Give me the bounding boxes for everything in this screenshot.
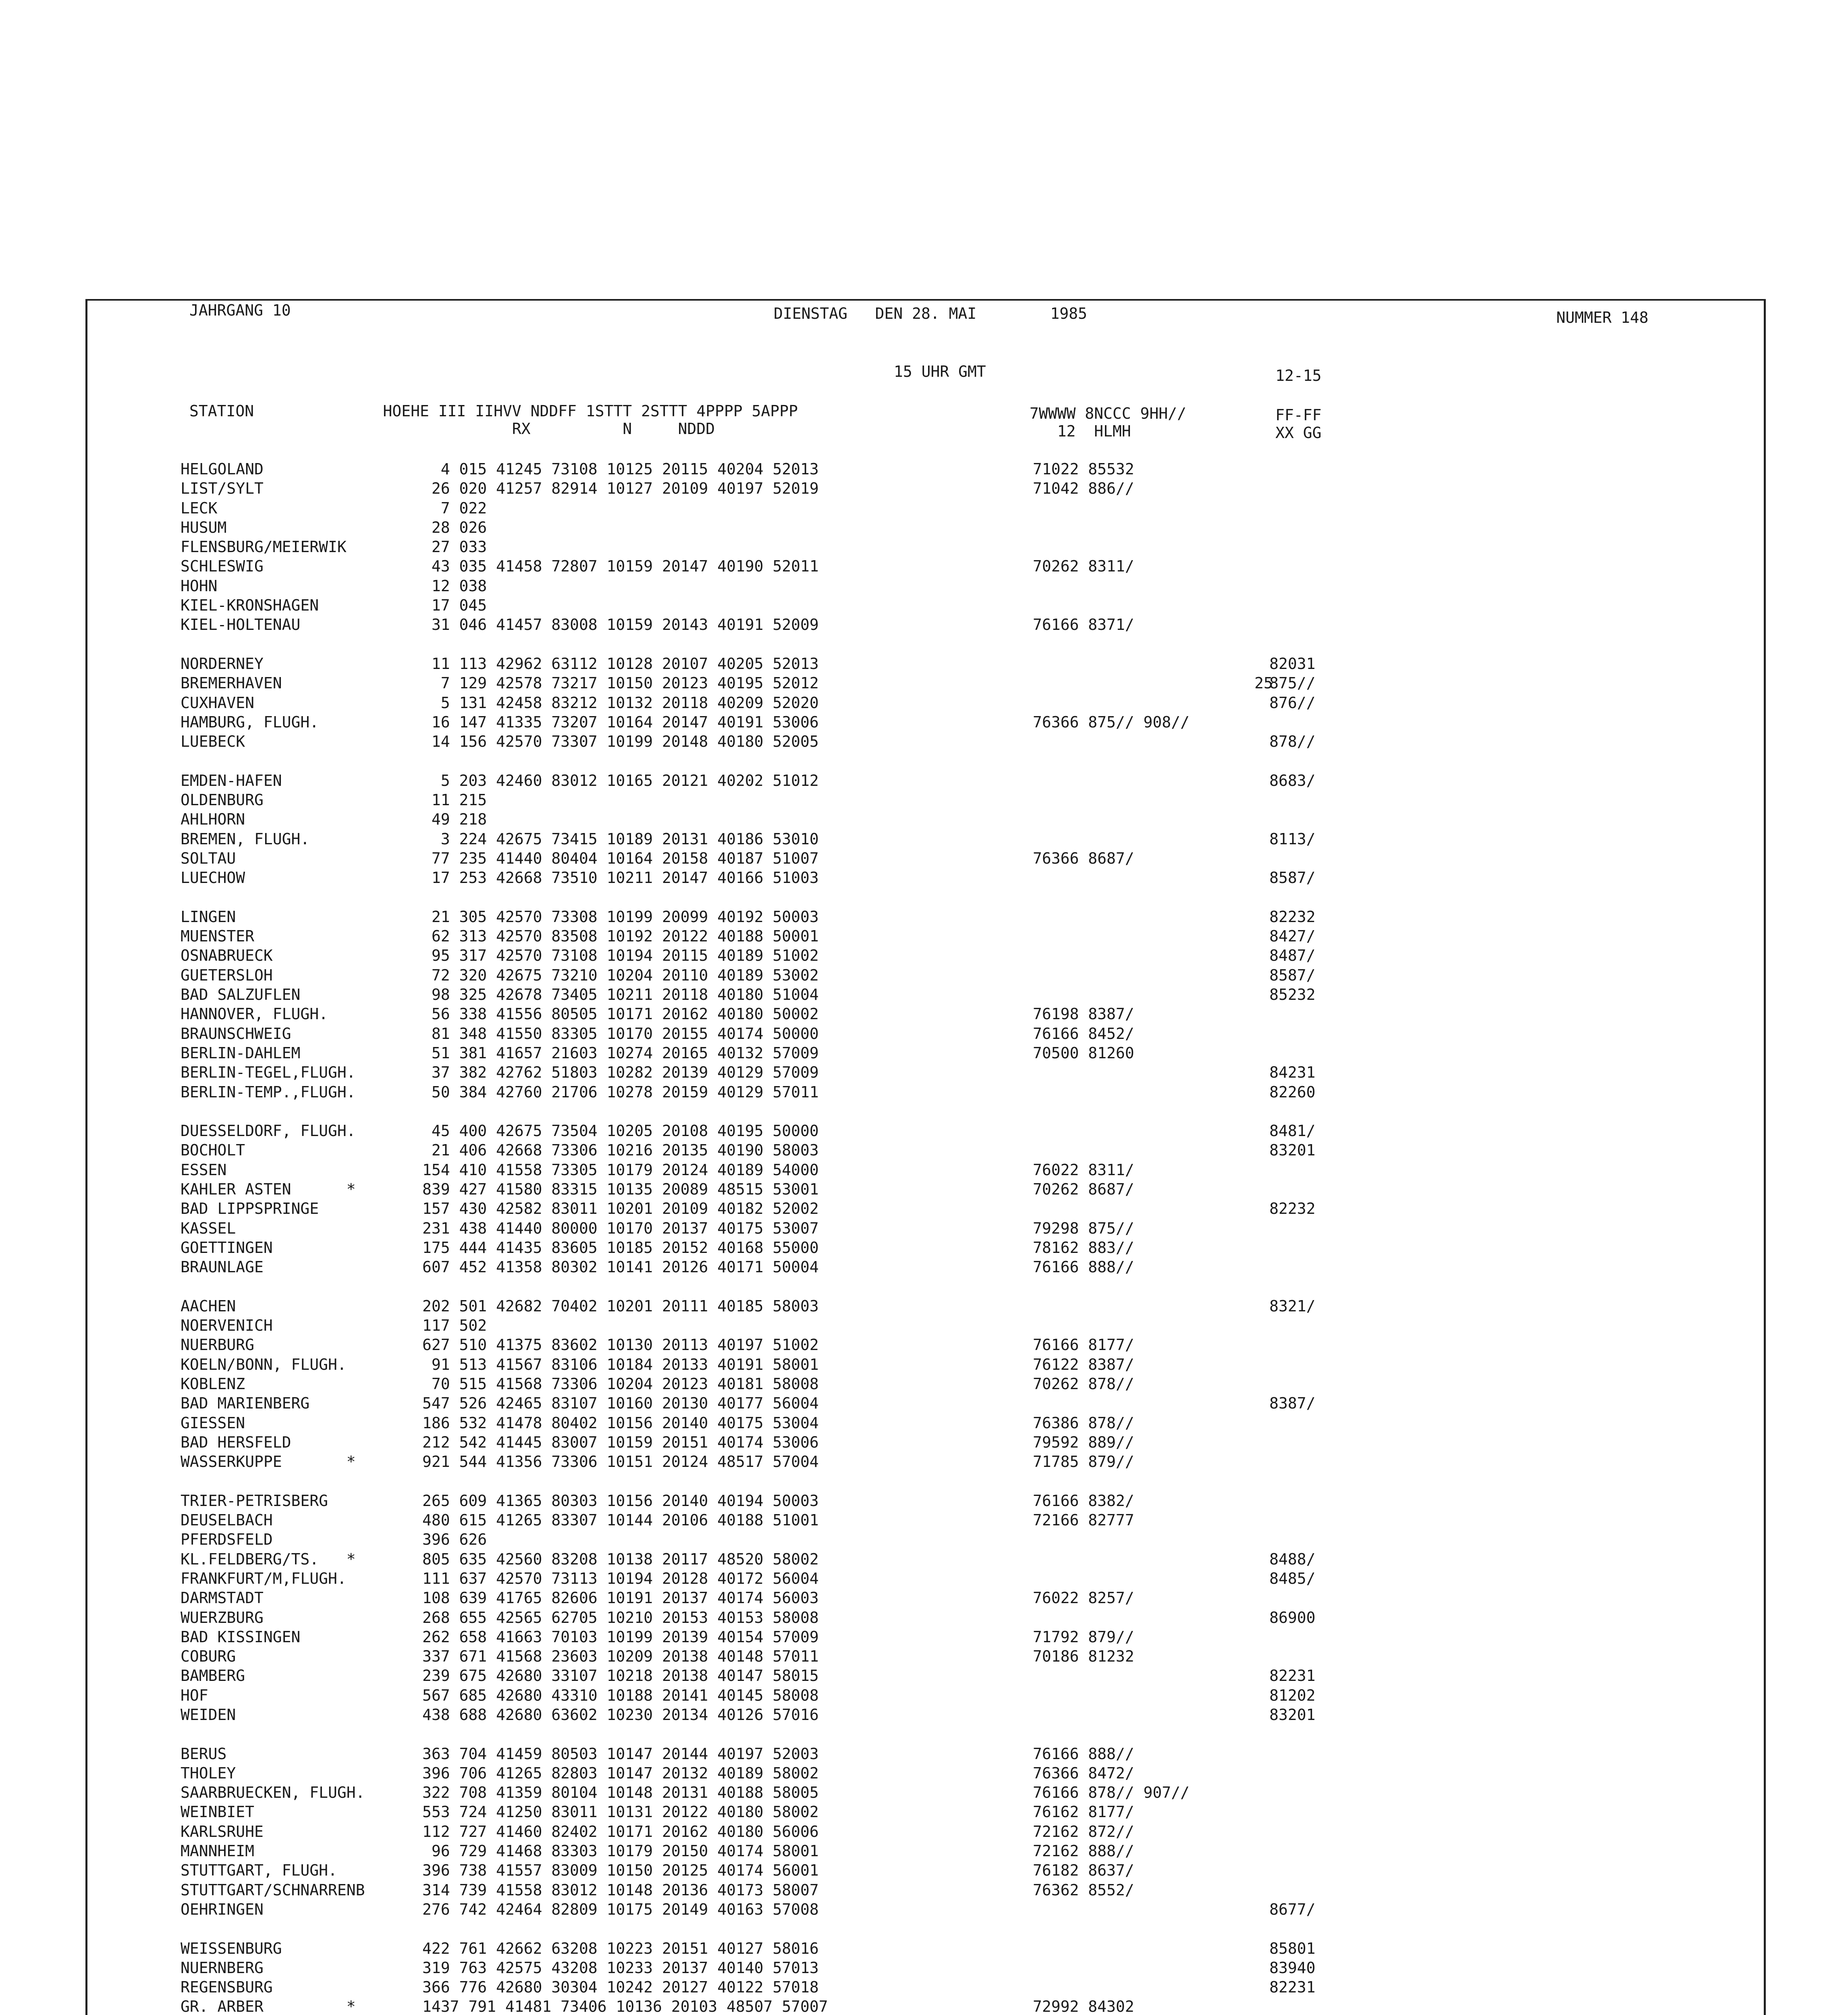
station-extra: 72162 888// <box>1033 1842 1134 1860</box>
station-data: 396 738 41557 83009 10150 20125 40174 56001 <box>422 1861 819 1880</box>
station-name: WASSERKUPPE * <box>181 1453 356 1471</box>
station-data: 314 739 41558 83012 10148 20136 40173 58007 <box>422 1881 819 1899</box>
station-name: GIESSEN <box>181 1414 245 1432</box>
station-name: REGENSBURG <box>181 1978 273 1996</box>
station-data: 27 033 <box>422 538 487 556</box>
station-data: 21 305 42570 73308 10199 20099 40192 50003 <box>422 908 819 926</box>
station-data: 17 253 42668 73510 10211 20147 40166 51003 <box>422 869 819 887</box>
station-name: BAD HERSFELD <box>181 1433 291 1451</box>
station-name: BAD SALZUFLEN <box>181 986 301 1004</box>
station-data: 70 515 41568 73306 10204 20123 40181 58008 <box>422 1375 819 1393</box>
station-extra: 72992 84302 <box>1033 1998 1134 2015</box>
station-data: 31 046 41457 83008 10159 20143 40191 52009 <box>422 616 819 634</box>
station-name: BERLIN-DAHLEM <box>181 1044 301 1062</box>
station-name: HOHN <box>181 577 218 595</box>
station-data: 396 626 <box>422 1531 487 1549</box>
station-data: 607 452 41358 80302 10141 20126 40171 50004 <box>422 1258 819 1276</box>
station-name: KIEL-KRONSHAGEN <box>181 596 319 615</box>
station-data: 276 742 42464 82809 10175 20149 40163 57008 <box>422 1900 819 1918</box>
station-extra: 70262 8687/ <box>1033 1180 1134 1198</box>
station-name: BREMEN, FLUGH. <box>181 830 310 848</box>
station-data: 5 131 42458 83212 10132 20118 40209 52020 <box>422 694 819 712</box>
station-name: LINGEN <box>181 908 236 926</box>
station-data: 627 510 41375 83602 10130 20113 40197 51002 <box>422 1336 819 1354</box>
station-name: STUTTGART, FLUGH. <box>181 1861 337 1880</box>
station-data: 112 727 41460 82402 10171 20162 40180 56006 <box>422 1822 819 1841</box>
station-data: 111 637 42570 73113 10194 20128 40172 56004 <box>422 1569 819 1587</box>
station-name: GR. ARBER * <box>181 1998 356 2015</box>
station-name: MUENSTER <box>181 927 255 945</box>
station-extra: 76166 8452/ <box>1033 1024 1134 1043</box>
station-name: PFERDSFELD <box>181 1531 273 1549</box>
station-cloud: 82031 <box>1269 654 1316 673</box>
station-cloud: 82232 <box>1269 908 1316 926</box>
station-extra: 76166 878// 907// <box>1033 1784 1190 1802</box>
station-name: EMDEN-HAFEN <box>181 771 282 789</box>
station-name: BERLIN-TEGEL,FLUGH. <box>181 1064 356 1082</box>
station-name: KASSEL <box>181 1219 236 1237</box>
station-data: 81 348 41550 83305 10170 20155 40174 50000 <box>422 1024 819 1043</box>
station-name: CUXHAVEN <box>181 694 255 712</box>
station-data: 26 020 41257 82914 10127 20109 40197 52019 <box>422 480 819 498</box>
station-cloud: 8427/ <box>1269 927 1316 945</box>
station-name: FRANKFURT/M,FLUGH. <box>181 1569 347 1587</box>
column-header-right1: 7WWWW 8NCCC 9HH// <box>1030 405 1186 422</box>
station-extra: 76166 8382/ <box>1033 1492 1134 1510</box>
station-data: 21 406 42668 73306 10216 20135 40190 58003 <box>422 1141 819 1159</box>
station-data: 51 381 41657 21603 10274 20165 40132 57009 <box>422 1044 819 1062</box>
station-data: 319 763 42575 43208 10233 20137 40140 57013 <box>422 1959 819 1977</box>
station-extra: 76022 8311/ <box>1033 1161 1134 1179</box>
station-cloud: 82231 <box>1269 1667 1316 1685</box>
station-name: OLDENBURG <box>181 791 264 809</box>
station-name: WEISSENBURG <box>181 1939 282 1957</box>
station-data: 239 675 42680 33107 10218 20138 40147 58015 <box>422 1667 819 1685</box>
station-data: 337 671 41568 23603 10209 20138 40148 57011 <box>422 1647 819 1666</box>
station-data: 117 502 <box>422 1317 487 1335</box>
station-name: BAD LIPPSPRINGE <box>181 1200 319 1218</box>
station-extra: 70262 878// <box>1033 1375 1134 1393</box>
station-extra: 76166 888// <box>1033 1745 1134 1763</box>
station-cloud: 8321/ <box>1269 1297 1316 1315</box>
station-data: 186 532 41478 80402 10156 20140 40175 53004 <box>422 1414 819 1432</box>
station-extra: 71792 879// <box>1033 1628 1134 1646</box>
station-name: AACHEN <box>181 1297 236 1315</box>
station-data: 28 026 <box>422 518 487 536</box>
station-data: 839 427 41580 83315 10135 20089 48515 53001 <box>422 1180 819 1198</box>
station-name: THOLEY <box>181 1764 236 1782</box>
station-name: BAD KISSINGEN <box>181 1628 301 1646</box>
station-name: DUESSELDORF, FLUGH. <box>181 1122 356 1140</box>
station-name: DARMSTADT <box>181 1589 264 1607</box>
station-cloud: 85801 <box>1269 1939 1316 1957</box>
station-extra: 76366 8687/ <box>1033 849 1134 867</box>
station-cloud: 85232 <box>1269 986 1316 1004</box>
station-cloud: 82232 <box>1269 1200 1316 1218</box>
station-cloud: 84231 <box>1269 1064 1316 1082</box>
station-name: OSNABRUECK <box>181 947 273 965</box>
issue-number: NUMMER 148 <box>1556 309 1649 326</box>
station-cloud: 8587/ <box>1269 966 1316 984</box>
station-data: 1437 791 41481 73406 10136 20103 48507 57007 <box>422 1998 828 2015</box>
station-extra: 71022 85532 <box>1033 460 1134 478</box>
station-cloud: 83940 <box>1269 1959 1316 1977</box>
station-name: HAMBURG, FLUGH. <box>181 713 319 731</box>
station-extra: 71042 886// <box>1033 480 1134 498</box>
station-data: 4 015 41245 73108 10125 20115 40204 52013 <box>422 460 819 478</box>
station-data: 212 542 41445 83007 10159 20151 40174 53006 <box>422 1433 819 1451</box>
station-data: 322 708 41359 80104 10148 20131 40188 58005 <box>422 1784 819 1802</box>
station-name: BREMERHAVEN <box>181 674 282 692</box>
station-extra: 72162 872// <box>1033 1822 1134 1841</box>
station-data: 5 203 42460 83012 10165 20121 40202 51012 <box>422 771 819 789</box>
station-name: KOELN/BONN, FLUGH. <box>181 1355 347 1373</box>
station-data: 438 688 42680 63602 10230 20134 40126 57016 <box>422 1706 819 1724</box>
station-data: 7 022 <box>422 499 487 517</box>
column-header-line2: RX N NDDD <box>189 420 715 438</box>
station-data: 366 776 42680 30304 10242 20127 40122 57018 <box>422 1978 819 1996</box>
station-data: 921 544 41356 73306 10151 20124 48517 57004 <box>422 1453 819 1471</box>
station-extra: 79298 875// <box>1033 1219 1134 1237</box>
station-data: 231 438 41440 80000 10170 20137 40175 53007 <box>422 1219 819 1237</box>
station-extra: 70186 81232 <box>1033 1647 1134 1666</box>
station-name: TRIER-PETRISBERG <box>181 1492 328 1510</box>
station-name: HUSUM <box>181 518 227 536</box>
station-name: HANNOVER, FLUGH. <box>181 1005 328 1023</box>
station-data: 567 685 42680 43310 10188 20141 40145 58008 <box>422 1686 819 1704</box>
period-hours: 12-15 <box>1275 367 1322 384</box>
station-data: 11 215 <box>422 791 487 809</box>
station-name: KARLSRUHE <box>181 1822 264 1841</box>
station-data: 3 224 42675 73415 10189 20131 40186 53010 <box>422 830 819 848</box>
station-extra: 76122 8387/ <box>1033 1355 1134 1373</box>
station-name: MANNHEIM <box>181 1842 255 1860</box>
station-name: SAARBRUECKEN, FLUGH. <box>181 1784 365 1802</box>
station-cloud: 8587/ <box>1269 869 1316 887</box>
station-cloud: 8387/ <box>1269 1394 1316 1413</box>
jahrgang-label: JAHRGANG 10 <box>189 301 291 319</box>
station-name: NOERVENICH <box>181 1317 273 1335</box>
station-cloud: 82231 <box>1269 1978 1316 1996</box>
date-label: DIENSTAG DEN 28. MAI 1985 <box>774 305 1087 322</box>
station-extra: 76198 8387/ <box>1033 1005 1134 1023</box>
station-data: 14 156 42570 73307 10199 20148 40180 52005 <box>422 733 819 751</box>
station-data: 16 147 41335 73207 10164 20147 40191 53006 <box>422 713 819 731</box>
station-name: ESSEN <box>181 1161 227 1179</box>
station-name: HOF <box>181 1686 208 1704</box>
station-name: BOCHOLT <box>181 1141 245 1159</box>
station-data: 363 704 41459 80503 10147 20144 40197 52003 <box>422 1745 819 1763</box>
column-header-ff1: FF-FF <box>1275 406 1322 424</box>
station-data: 396 706 41265 82803 10147 20132 40189 58002 <box>422 1764 819 1782</box>
station-extra: 70500 81260 <box>1033 1044 1134 1062</box>
station-data: 154 410 41558 73305 10179 20124 40189 54000 <box>422 1161 819 1179</box>
station-name: BAMBERG <box>181 1667 245 1685</box>
station-name: STUTTGART/SCHNARRENB <box>181 1881 365 1899</box>
station-data: 45 400 42675 73504 10205 20108 40195 50000 <box>422 1122 819 1140</box>
station-cloud: 83201 <box>1269 1141 1316 1159</box>
station-name: COBURG <box>181 1647 236 1666</box>
station-name: NUERBURG <box>181 1336 255 1354</box>
station-extra: 71785 879// <box>1033 1453 1134 1471</box>
station-data: 77 235 41440 80404 10164 20158 40187 51007 <box>422 849 819 867</box>
station-cloud: 83201 <box>1269 1706 1316 1724</box>
station-extra: 76386 878// <box>1033 1414 1134 1432</box>
station-gust: 25 <box>1254 674 1273 692</box>
station-name: KOBLENZ <box>181 1375 245 1393</box>
station-name: WEIDEN <box>181 1706 236 1724</box>
station-data: 56 338 41556 80505 10171 20162 40180 50002 <box>422 1005 819 1023</box>
station-name: LUECHOW <box>181 869 245 887</box>
station-extra: 76182 8637/ <box>1033 1861 1134 1880</box>
station-cloud: 8485/ <box>1269 1569 1316 1587</box>
station-name: GUETERSLOH <box>181 966 273 984</box>
station-data: 480 615 41265 83307 10144 20106 40188 51001 <box>422 1511 819 1529</box>
station-data: 553 724 41250 83011 10131 20122 40180 58002 <box>422 1803 819 1821</box>
station-name: SOLTAU <box>181 849 236 867</box>
station-data: 12 038 <box>422 577 487 595</box>
station-data: 72 320 42675 73210 10204 20110 40189 53002 <box>422 966 819 984</box>
station-extra: 78162 883// <box>1033 1238 1134 1257</box>
station-data: 202 501 42682 70402 10201 20111 40185 58003 <box>422 1297 819 1315</box>
station-data: 17 045 <box>422 596 487 615</box>
station-name: OEHRINGEN <box>181 1900 264 1918</box>
station-cloud: 82260 <box>1269 1083 1316 1101</box>
station-data: 265 609 41365 80303 10156 20140 40194 50003 <box>422 1492 819 1510</box>
station-data: 43 035 41458 72807 10159 20147 40190 52011 <box>422 557 819 575</box>
station-name: KIEL-HOLTENAU <box>181 616 301 634</box>
station-data: 7 129 42578 73217 10150 20123 40195 52012 <box>422 674 819 692</box>
station-extra: 72166 82777 <box>1033 1511 1134 1529</box>
station-data: 262 658 41663 70103 10199 20139 40154 57009 <box>422 1628 819 1646</box>
station-data: 98 325 42678 73405 10211 20118 40180 51004 <box>422 986 819 1004</box>
station-name: SCHLESWIG <box>181 557 264 575</box>
station-data: 268 655 42565 62705 10210 20153 40153 58008 <box>422 1608 819 1627</box>
station-extra: 76366 8472/ <box>1033 1764 1134 1782</box>
column-header-ff2: XX GG <box>1275 424 1322 442</box>
station-name: NUERNBERG <box>181 1959 264 1977</box>
station-data: 37 382 42762 51803 10282 20139 40129 57009 <box>422 1064 819 1082</box>
station-data: 547 526 42465 83107 10160 20130 40177 56004 <box>422 1394 819 1413</box>
station-cloud: 8481/ <box>1269 1122 1316 1140</box>
station-data: 95 317 42570 73108 10194 20115 40189 51002 <box>422 947 819 965</box>
station-name: WUERZBURG <box>181 1608 264 1627</box>
station-cloud: 81202 <box>1269 1686 1316 1704</box>
station-extra: 76366 875// 908// <box>1033 713 1190 731</box>
station-extra: 70262 8311/ <box>1033 557 1134 575</box>
station-name: HELGOLAND <box>181 460 264 478</box>
station-extra: 76022 8257/ <box>1033 1589 1134 1607</box>
station-data: 422 761 42662 63208 10223 20151 40127 58016 <box>422 1939 819 1957</box>
station-data: 108 639 41765 82606 10191 20137 40174 56003 <box>422 1589 819 1607</box>
station-name: WEINBIET <box>181 1803 255 1821</box>
station-data: 175 444 41435 83605 10185 20152 40168 55000 <box>422 1238 819 1257</box>
station-data: 49 218 <box>422 810 487 829</box>
station-extra: 76166 8371/ <box>1033 616 1134 634</box>
station-data: 62 313 42570 83508 10192 20122 40188 50001 <box>422 927 819 945</box>
station-data: 157 430 42582 83011 10201 20109 40182 52002 <box>422 1200 819 1218</box>
column-header-line1: STATION HOEHE III IIHVV NDDFF 1STTT 2STTT 4PPPP 5APPP <box>189 402 798 420</box>
station-name: KL.FELDBERG/TS. * <box>181 1550 356 1568</box>
station-name: BRAUNLAGE <box>181 1258 264 1276</box>
station-name: BERLIN-TEMP.,FLUGH. <box>181 1083 356 1101</box>
station-name: KAHLER ASTEN * <box>181 1180 356 1198</box>
station-name: BERUS <box>181 1745 227 1763</box>
station-data: 91 513 41567 83106 10184 20133 40191 58001 <box>422 1355 819 1373</box>
station-extra: 76166 8177/ <box>1033 1336 1134 1354</box>
station-extra: 76162 8177/ <box>1033 1803 1134 1821</box>
station-name: LUEBECK <box>181 733 245 751</box>
station-cloud: 8488/ <box>1269 1550 1316 1568</box>
station-data: 50 384 42760 21706 10278 20159 40129 57011 <box>422 1083 819 1101</box>
station-name: BAD MARIENBERG <box>181 1394 310 1413</box>
station-name: GOETTINGEN <box>181 1238 273 1257</box>
column-header-right2: 12 HLMH <box>1030 422 1131 440</box>
station-cloud: 8487/ <box>1269 947 1316 965</box>
station-cloud: 8683/ <box>1269 771 1316 789</box>
station-data: 805 635 42560 83208 10138 20117 48520 58002 <box>422 1550 819 1568</box>
station-name: LECK <box>181 499 218 517</box>
station-cloud: 876// <box>1269 694 1316 712</box>
station-cloud: 86900 <box>1269 1608 1316 1627</box>
station-cloud: 878// <box>1269 733 1316 751</box>
station-name: DEUSELBACH <box>181 1511 273 1529</box>
station-name: BRAUNSCHWEIG <box>181 1024 291 1043</box>
station-data: 11 113 42962 63112 10128 20107 40205 52013 <box>422 654 819 673</box>
station-extra: 76362 8552/ <box>1033 1881 1134 1899</box>
station-name: AHLHORN <box>181 810 245 829</box>
station-data: 96 729 41468 83303 10179 20150 40174 58001 <box>422 1842 819 1860</box>
station-extra: 79592 889// <box>1033 1433 1134 1451</box>
station-name: LIST/SYLT <box>181 480 264 498</box>
station-cloud: 8677/ <box>1269 1900 1316 1918</box>
station-name: FLENSBURG/MEIERWIK <box>181 538 347 556</box>
station-cloud: 875// <box>1269 674 1316 692</box>
observation-time: 15 UHR GMT <box>894 363 986 380</box>
station-extra: 76166 888// <box>1033 1258 1134 1276</box>
station-name: NORDERNEY <box>181 654 264 673</box>
station-cloud: 8113/ <box>1269 830 1316 848</box>
